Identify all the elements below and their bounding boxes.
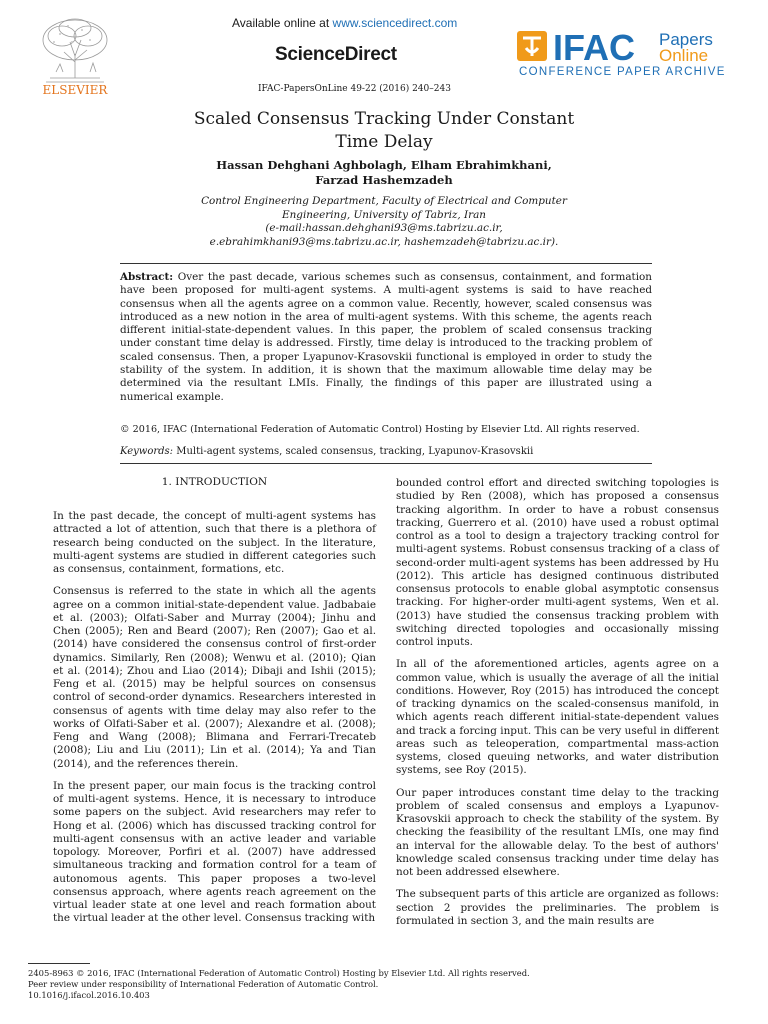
available-online <box>232 16 457 30</box>
keywords <box>120 446 533 457</box>
right-column <box>396 477 719 937</box>
sciencedirect-wordmark: ScienceDirect <box>275 44 397 65</box>
affiliation <box>0 195 768 249</box>
authors-line1: Hassan Dehghani Aghbolagh, Elham Ebrahimkhani, <box>216 158 552 172</box>
paragraph: Our paper introduces constant time delay to the tracking problem of scaled consensus and employs a Lyapunov-Krasovskii approach to check the stability of the system. By checking the feasibility of the resultant LMIs, one may find an interval for the allowable delay. To the best of authors' knowledge scaled consensus tracking under time delay has not been addressed elsewhere. <box>396 786 719 878</box>
footer-issn: 2405-8963 © 2016, IFAC (International Federation of Automatic Control) Hosting by Elsevier Ltd. All rights reserved. <box>28 968 530 978</box>
copyright-notice: © 2016, IFAC (International Federation of Automatic Control) Hosting by Elsevier Ltd. All rights reserved. <box>120 424 640 435</box>
ifac-papers: Papers <box>659 30 713 49</box>
sciencedirect-link[interactable]: www.sciencedirect.com <box>332 16 458 30</box>
footer <box>28 968 530 1000</box>
ifac-name: IFAC <box>553 27 636 66</box>
abstract <box>120 271 652 404</box>
paragraph: In the past decade, the concept of multi-agent systems has attracted a lot of attention, such that there is a plethora of research being conducted on the subject. In the literature, multi-agent systems are studied in different categories such as consensus, containment, formations, etc. <box>53 510 376 575</box>
abstract-bottom-rule <box>120 463 652 464</box>
abstract-top-rule <box>120 263 652 264</box>
footer-peer-review: Peer review under responsibility of International Federation of Automatic Control. <box>28 978 379 989</box>
elsevier-label: ELSEVIER <box>42 83 108 97</box>
keywords-text: Multi-agent systems, scaled consensus, tracking, Lyapunov-Krasovskii <box>173 446 534 457</box>
paragraph: bounded control effort and directed switching topologies is studied by Ren (2008), which has proposed a consensus tracking algorithm. In order to have a robust consensus tracking, Guerrero et al. (2010) have used a robust optimal control as a tool to design a trajectory tracking control for multi-agent systems. Robust consensus tracking of a class of second-order multi-agent systems has been addressed by Hu (2012). This article has designed continuous distributed consensus protocols to enable global asymptotic consensus tracking. For higher-order multi-agent systems, Wen et al. (2013) have studied the consensus tracking problem with switching directed topologies and occasionally missing control inputs. <box>396 477 719 648</box>
affiliation-line: e.ebrahimkhani93@ms.tabrizu.ac.ir, hashemzadeh@tabrizu.ac.ir). <box>209 235 559 248</box>
keywords-label: Keywords: <box>120 446 174 457</box>
affiliation-line: (e-mail:hassan.dehghani93@ms.tabrizu.ac.ir, <box>265 222 503 235</box>
paper-title-line1: Scaled Consensus Tracking Under Constant <box>193 109 575 129</box>
authors-line2: Farzad Hashemzadeh <box>315 173 453 187</box>
elsevier-logo <box>20 12 130 98</box>
journal-reference: IFAC-PapersOnLine 49-22 (2016) 240–243 <box>258 84 451 94</box>
abstract-text: Over the past decade, various schemes such as consensus, containment, and formation have been proposed for multi-agent systems. A multi-agent systems is said to have reached consensus when all the agents agree on a common value. Recently, however, scaled consensus was introduced as a new notion in the area of multi-agent systems. With this scheme, the agents reach different initial-state-dependent values. In this paper, the problem of scaled consensus tracking under constant time delay is addressed. Firstly, time delay is introduced to the tracking problem of scaled consensus. Then, a proper Lyapunov-Krasovskii functional is employed in order to study the stability of the system. In addition, it is shown that the maximum allowable time delay may be determined via the resultant LMIs. Finally, the findings of this paper are illustrated using a numerical example. <box>120 271 652 403</box>
affiliation-line: Engineering, University of Tabriz, Iran <box>282 208 486 221</box>
footer-rule <box>28 963 90 964</box>
ifac-online: Online <box>659 46 709 65</box>
footer-doi: 10.1016/j.ifacol.2016.10.403 <box>28 989 150 1000</box>
elsevier-tree-icon <box>20 12 130 98</box>
left-column <box>53 510 376 935</box>
section-heading-introduction: 1. INTRODUCTION <box>161 476 268 488</box>
abstract-label: Abstract: <box>120 271 174 283</box>
paragraph: In the present paper, our main focus is the tracking control of multi-agent systems. Hence, it is necessary to introduce some papers on the subject. Avid researchers may refer to Hong et al. (2006) which has discussed tracking control for multi-agent consensus with an active leader and variable topology. Moreover, Porfiri et al. (2007) have addressed simultaneous tracking and formation control for a team of autonomous agents. This paper proposes a two-level consensus approach, where agents reach agreement on the virtual leader state at one level and reach formation about the virtual leader at the other level. Consensus tracking with <box>53 779 376 925</box>
affiliation-line: Control Engineering Department, Faculty of Electrical and Computer <box>201 195 567 207</box>
paragraph: Consensus is referred to the state in which all the agents agree on a common initial-state-dependent value. Jadbabaie et al. (2003); Olfati-Saber and Murray (2004); Jinhu and Chen (2005); Ren and Beard (2007); Ren (2007); Gao et al. (2014) have considered the consensus control of first-order dynamics. Similarly, Ren (2008); Wenwu et al. (2010); Qian et al. (2014); Zhou and Liao (2014); Dibaji and Ishii (2015); Feng et al. (2015) may be helpful sources on consensus control of second-order dynamics. Researchers interested in consensus of agents with time delay may also refer to the works of Olfati-Saber et al. (2007); Alexandre et al. (2008); Feng and Wang (2008); Blimana and Ferrari-Trecateb (2008); Liu and Liu (2011); Lin et al. (2014); Ya and Tian (2014), and the references therein. <box>53 585 376 770</box>
paragraph: In all of the aforementioned articles, agents agree on a common value, which is usually the average of all the initial conditions. However, Roy (2015) has introduced the concept of tracking dynamics on the scaled-consensus manifold, in which agents reach different initial-state-dependent values and track a forcing input. This can be very useful in different areas such as teleoperation, compartmental mass-action systems, closed queuing networks, and water distribution systems, see Roy (2015). <box>396 658 719 777</box>
paper-title-line2: Time Delay <box>335 132 433 152</box>
available-text: Available online at <box>232 16 333 30</box>
ifac-archive-label: CONFERENCE PAPER ARCHIVE <box>519 66 726 78</box>
authors <box>0 158 768 188</box>
paragraph: The subsequent parts of this article are organized as follows: section 2 provides the preliminaries. The problem is formulated in section 3, and the main results are <box>396 888 719 927</box>
